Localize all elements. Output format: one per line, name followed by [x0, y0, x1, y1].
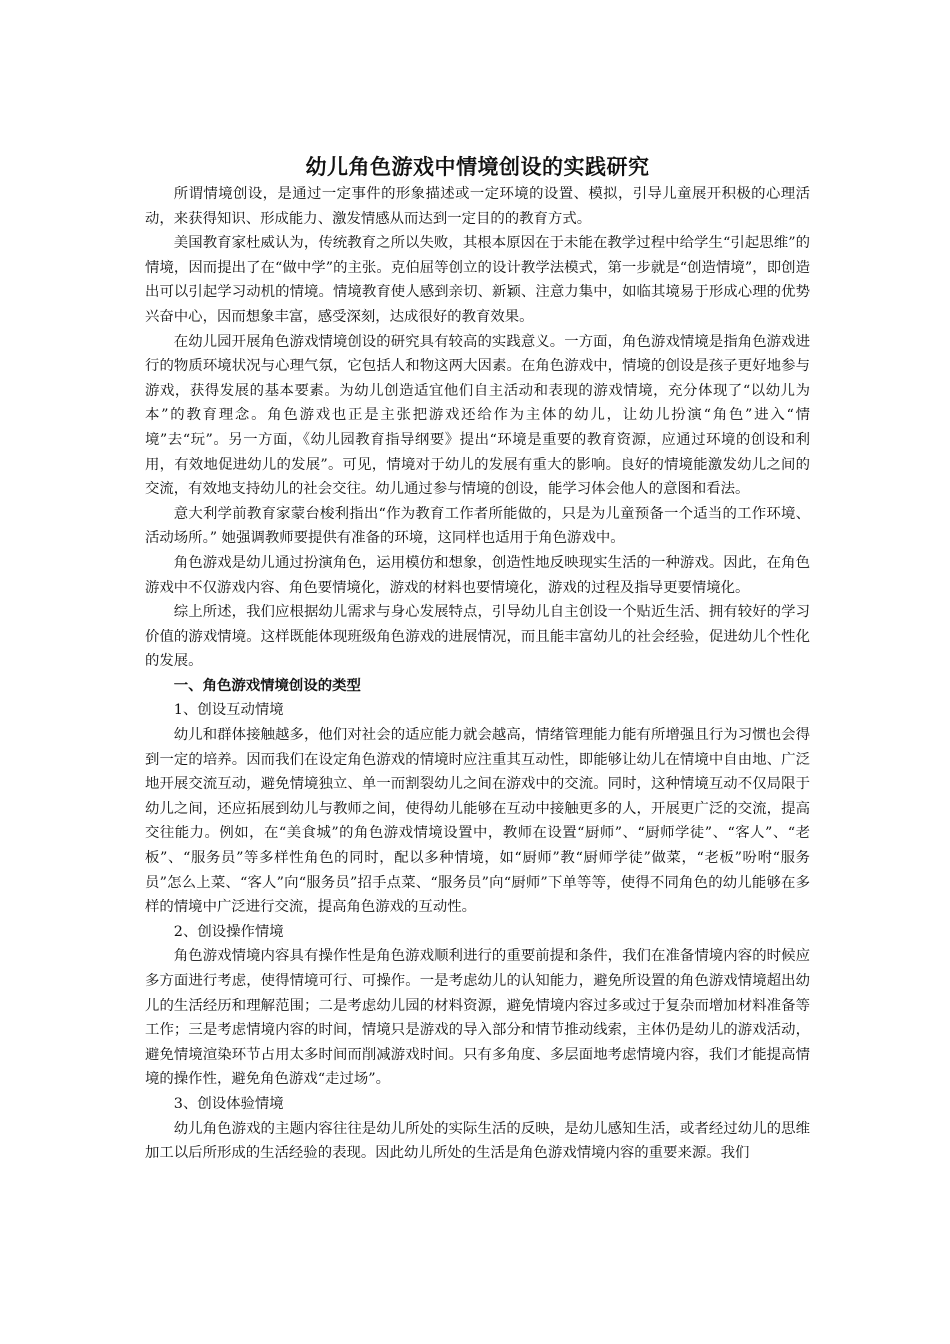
document-page [145, 150, 810, 1166]
paragraph: 幼儿和群体接触越多，他们对社会的适应能力就会越高，情绪管理能力能有所增强且行为习惯也会得到一定的培养。因而我们在设定角色游戏的情境时应注重其互动性，即能够让幼儿在情境中自由地、广泛地开展交流互动，避免情境独立、单一而割裂幼儿之间在游戏中的交流。同时，这种情境互动不仅局限于幼儿之间，还应拓展到幼儿与教师之间，使得幼儿能够在互动中接触更多的人，开展更广泛的交流，提高交往能力。例如，在“美食城”的角色游戏情境设置中，教师在设置“厨师”、“厨师学徒”、“客人”、“老板”、“服务员”等多样性角色的同时，配以多种情境，如“厨师”教“厨师学徒”做菜，“老板”吩咐“服务员”怎么上菜、“客人”向“服务员”招手点菜、“服务员”向“厨师”下单等等，使得不同角色的幼儿能够在多样的情境中广泛进行交流，提高角色游戏的互动性。 [145, 727, 810, 916]
subsection-heading: 2、创设操作情境 [173, 923, 284, 940]
paragraph: 幼儿角色游戏的主题内容往往是幼儿所处的实际生活的反映，是幼儿感知生活，或者经过幼儿的思维加工以后所形成的生活经验的表现。因此幼儿所处的生活是角色游戏情境内容的重要来源。我们 [145, 1120, 810, 1162]
paragraph: 在幼儿园开展角色游戏情境创设的研究具有较高的实践意义。一方面，角色游戏情境是指角色游戏进行的物质环境状况与心理气氛，它包括人和物这两大因素。在角色游戏中，情境的创设是孩子更好地参与游戏，获得发展的基本要素。为幼儿创造适宜他们自主活动和表现的游戏情境，充分体现了“以幼儿为本”的教育理念。角色游戏也正是主张把游戏还给作为主体的幼儿，让幼儿扮演“角色”进入“情境”去“玩”。另一方面，《幼儿园教育指导纲要》提出“环境是重要的教育资源，应通过环境的创设和利用，有效地促进幼儿的发展”。可见，情境对于幼儿的发展有重大的影响。良好的情境能激发幼儿之间的交流，有效地支持幼儿的社会交往。幼儿通过参与情境的创设，能学习体会他人的意图和看法。 [145, 333, 810, 498]
subsection-heading: 3、创设体验情境 [173, 1095, 284, 1112]
document-title: 幼儿角色游戏中情境创设的实践研究 [305, 155, 650, 179]
paragraph: 角色游戏情境内容具有操作性是角色游戏顺利进行的重要前提和条件，我们在准备情境内容的时候应多方面进行考虑，使得情境可行、可操作。一是考虑幼儿的认知能力，避免所设置的角色游戏情境超出幼儿的生活经历和理解范围；二是考虑幼儿园的材料资源，避免情境内容过多或过于复杂而增加材料准备等工作；三是考虑情境内容的时间，情境只是游戏的导入部分和情节推动线索，主体仍是幼儿的游戏活动，避免情境渲染环节占用太多时间而削减游戏时间。只有多角度、多层面地考虑情境内容，我们才能提高情境的操作性，避免角色游戏“走过场”。 [145, 948, 810, 1088]
paragraph: 意大利学前教育家蒙台梭利指出“作为教育工作者所能做的，只是为儿童预备一个适当的工作环境、活动场所。” 她强调教师要提供有准备的环境，这同样也适用于角色游戏中。 [145, 505, 810, 547]
paragraph: 美国教育家杜威认为，传统教育之所以失败，其根本原因在于未能在教学过程中给学生“引起思维”的情境，因而提出了在“做中学”的主张。克伯屈等创立的设计教学法模式，第一步就是“创造情境”，即创造出可以引起学习动机的情境。情境教育使人感到亲切、新颖、注意力集中，如临其境易于形成心理的优势兴奋中心，因而想象丰富，感受深刻，达成很好的教育效果。 [145, 235, 810, 325]
section-heading: 一、角色游戏情境创设的类型 [173, 677, 361, 694]
subsection-heading: 1、创设互动情境 [173, 702, 284, 719]
paragraph: 角色游戏是幼儿通过扮演角色，运用模仿和想象，创造性地反映现实生活的一种游戏。因此，在角色游戏中不仅游戏内容、角色要情境化，游戏的材料也要情境化，游戏的过程及指导更要情境化。 [145, 554, 810, 596]
paragraph: 所谓情境创设，是通过一定事件的形象描述或一定环境的设置、模拟，引导儿童展开积极的心理活动，来获得知识、形成能力、激发情感从而达到一定目的的教育方式。 [145, 186, 810, 227]
paragraph: 综上所述，我们应根据幼儿需求与身心发展特点，引导幼儿自主创设一个贴近生活、拥有较好的学习价值的游戏情境。这样既能体现班级角色游戏的进展情况，而且能丰富幼儿的社会经验，促进幼儿个性化的发展。 [145, 604, 810, 670]
